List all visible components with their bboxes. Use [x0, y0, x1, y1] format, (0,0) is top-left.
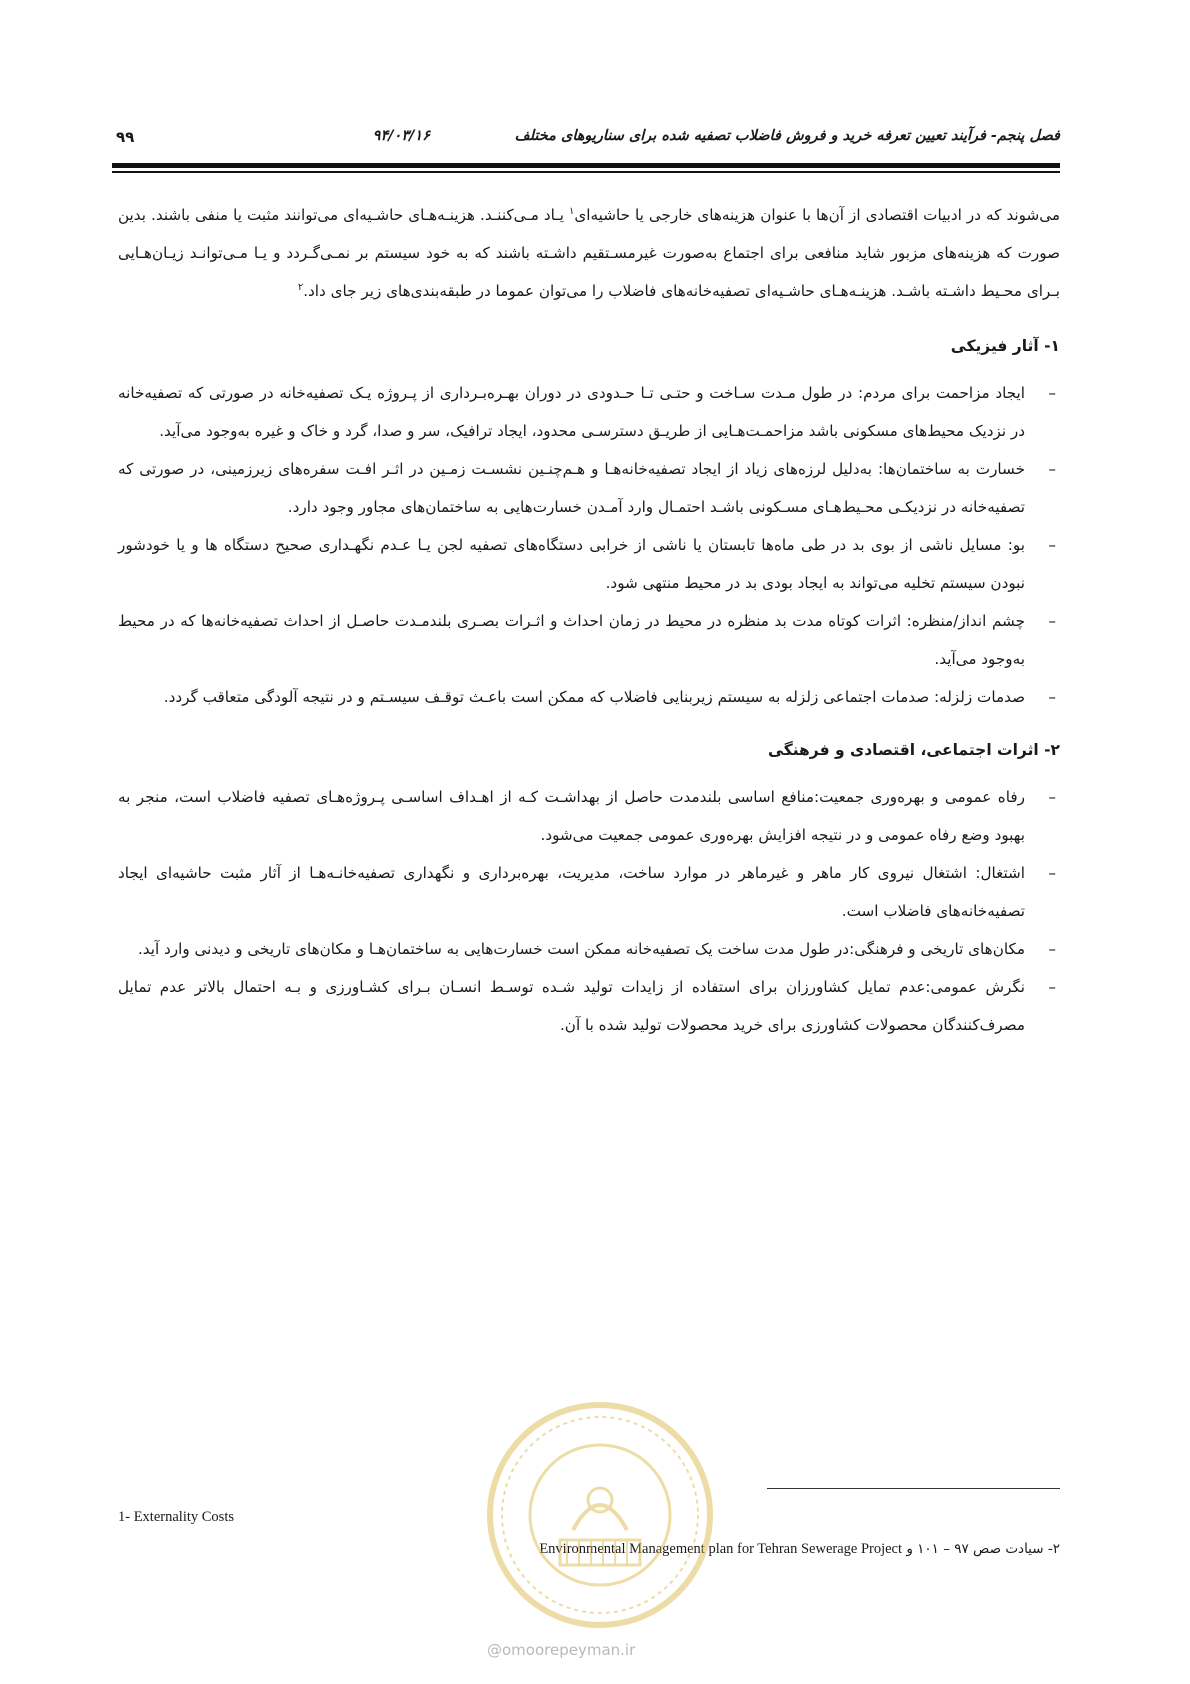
list-item: [118, 526, 1060, 602]
header-rule-thin: [112, 171, 1060, 173]
dash-bullet: –: [1048, 978, 1056, 996]
dash-bullet: –: [1048, 536, 1056, 554]
list-item: [118, 968, 1060, 1044]
dash-bullet: –: [1048, 612, 1056, 630]
dash-bullet: –: [1048, 940, 1056, 958]
page-header: [112, 128, 1060, 154]
intro-paragraph: [118, 196, 1060, 310]
dash-bullet: –: [1048, 384, 1056, 402]
dash-bullet: –: [1048, 788, 1056, 806]
watermark-url: @omoorepeyman.ir: [487, 1641, 636, 1659]
list-item: [118, 778, 1060, 854]
list-item-text: صدمات زلزله: صدمات اجتماعی زلزله به سیستم زیربنایی فاضلاب که ممکن است باعـث توقـف سیسـتم و در نتیجه آلودگی متعاقب گردد.: [163, 688, 1025, 706]
footnote-2-english: Environmental Management plan for Tehran Sewerage Project: [539, 1541, 903, 1557]
footnote-ref-2: ۲: [297, 281, 304, 293]
header-rule-thick: [112, 163, 1060, 168]
list-item-text: بو: مسایل ناشی از بوی بد در طی ماه‌ها تابستان یا ناشی از خرابی دستگاه‌های تصفیه لجن یـا عـدم نگهـداری صحیح دستگاه ها و یا خودشور نبودن سیستم تخلیه می‌تواند به ایجاد بودی بد در محیط منتهی شود.: [118, 536, 1025, 592]
watermark-seal-logo: [475, 1390, 725, 1640]
list-item: [118, 678, 1060, 716]
list-item-text: چشم انداز/منظره: اثرات کوتاه مدت بد منظره در محیط در زمان احداث و اثـرات بصـری بلندمـدت حاصـل از احداث تصفیه‌خانه‌ها که در محیط به‌وجود می‌آید.: [118, 612, 1025, 668]
list-item-text: ایجاد مزاحمت برای مردم: در طول مـدت سـاخت و حتـی تـا حـدودی در دوران بهـره‌بـرداری از پـروژه یـک تصفیه‌خانه در صورتی که تصفیه‌خانه در نزدیک محیط‌های مسکونی باشد مزاحمـت‌هـایی از طریـق دسترسـی محدود، ایجاد ترافیک، سر و صدا، گرد و خاک و غیره به‌وجود می‌آید.: [118, 384, 1025, 440]
intro-text-2: یـاد مـی‌کننـد. هزینـه‌هـای حاشـیه‌ای می‌توانند مثبت یا منفی باشند. بدین صورت که هزینه‌های مزبور شاید منافعی برای اجتماع به‌صورت غیرمسـتقیم داشـته باشند که به خود سیستم بر نمـی‌گـردد و یـا مـی‌توانـد زیـان‌هـایی بـرای محـیط داشـته باشـد. هزینـه‌هـای حاشـیه‌ای تصفیه‌خانه‌های فاضلاب را می‌توان عموما در طبقه‌بندی‌های زیر جای داد.: [118, 206, 1060, 300]
list-item: [118, 602, 1060, 678]
page-number: ۹۹: [116, 128, 135, 146]
footnote-2-persian: ۲- سیادت صص ۹۷ – ۱۰۱ و: [906, 1541, 1060, 1557]
list-item: [118, 374, 1060, 450]
list-item-text: خسارت به ساختمان‌ها: به‌دلیل لرزه‌های زیاد از ایجاد تصفیه‌خانه‌هـا و هـم‌چنـین نشسـت زمـین در اثـر افـت سفره‌های زیرزمینی، در صورتی که تصفیه‌خانه در نزدیکـی محـیط‌هـای مسـکونی باشـد احتمـال وارد آمـدن خسارت‌هایی به ساختمان‌های مجاور وجود دارد.: [118, 460, 1025, 516]
list-item: [118, 930, 1060, 968]
footnote-ref-1: ۱: [569, 205, 575, 217]
dash-bullet: –: [1048, 460, 1056, 478]
chapter-title: فصل پنجم- فرآیند تعیین تعرفه خرید و فروش فاضلاب تصفیه شده برای سناریوهای مختلف: [514, 128, 1060, 144]
dash-bullet: –: [1048, 864, 1056, 882]
section-2-heading: ۲- اثرات اجتماعی، اقتصادی و فرهنگی: [768, 741, 1060, 759]
list-item-text: نگرش عمومی:عدم تمایل کشاورزان برای استفاده از زایدات تولید شـده توسـط انسـان بـرای کشـاورزی و بـه احتمال بالاتر عدم تمایل مصرف‌کنندگان محصولات کشاورزی برای خرید محصولات تولید شده با آن.: [118, 978, 1025, 1034]
list-item: [118, 854, 1060, 930]
list-item-text: مکان‌های تاریخی و فرهنگی:در طول مدت ساخت یک تصفیه‌خانه ممکن است خسارت‌هایی به ساختمان‌هـا و مکان‌های تاریخی و دیدنی وارد آید.: [137, 940, 1025, 958]
header-date: ۹۴/۰۳/۱۶: [372, 128, 430, 144]
intro-text-1: می‌شوند که در ادبیات اقتصادی از آن‌ها با عنوان هزینه‌های خارجی یا حاشیه‌ای: [574, 206, 1061, 224]
list-item-text: اشتغال: اشتغال نیروی کار ماهر و غیرماهر در موارد ساخت، مدیریت، بهره‌برداری و نگهداری تصفیه‌خانـه‌هـا از آثار مثبت حاشیه‌ای ایجاد تصفیه‌خانه‌های فاضلاب است.: [118, 864, 1025, 920]
section-1-heading: ۱- آثار فیزیکی: [950, 337, 1060, 355]
list-item: [118, 450, 1060, 526]
dash-bullet: –: [1048, 688, 1056, 706]
section-1-list: [118, 374, 1060, 716]
section-2-list: [118, 778, 1060, 1044]
list-item-text: رفاه عمومی و بهره‌وری جمعیت:منافع اساسی بلندمدت حاصل از بهداشـت کـه از اهـداف اساسـی پـروژه‌هـای تصفیه فاضلاب است، منجر به بهبود وضع رفاه عمومی و در نتیجه افزایش بهره‌وری عمومی جمعیت می‌شود.: [118, 788, 1025, 844]
footnote-separator: [767, 1488, 1060, 1489]
footnote-1: 1- Externality Costs: [118, 1509, 234, 1525]
page-body: [118, 196, 1060, 1044]
